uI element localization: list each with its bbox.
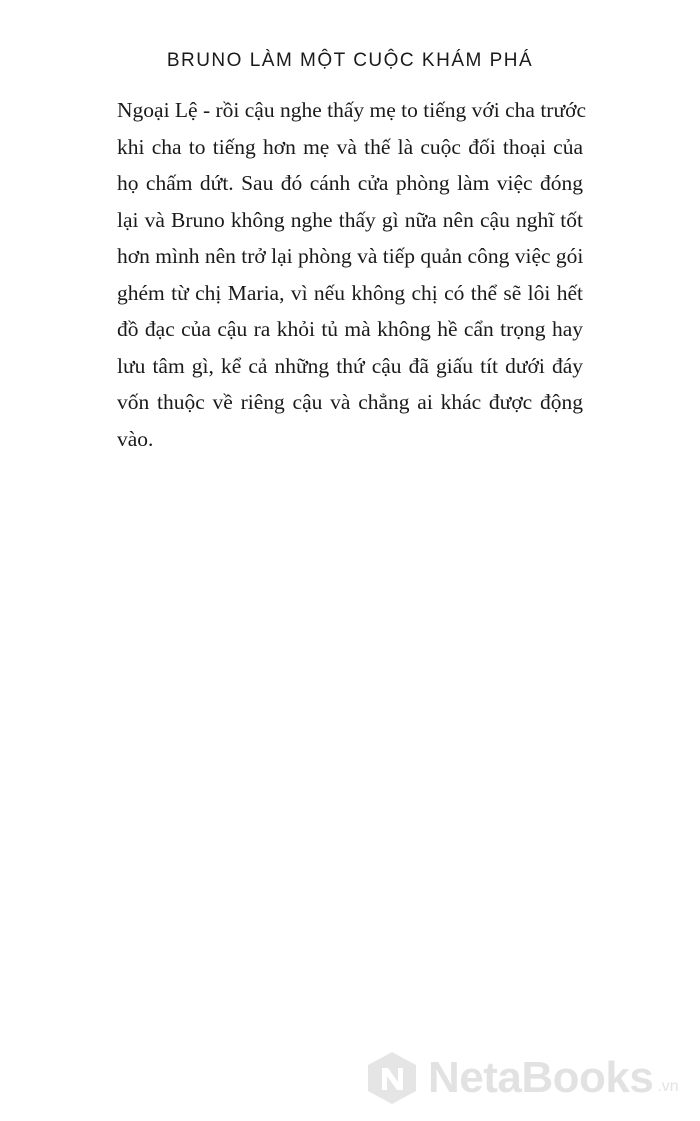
body-line: ghém từ chị Maria, vì nếu không chị có thể sẽ lôi hết <box>117 280 583 305</box>
body-line: lưu tâm gì, kể cả những thứ cậu đã giấu tít dưới đáy <box>117 353 583 378</box>
body-line: hơn mình nên trở lại phòng và tiếp quản công việc gói <box>117 244 584 268</box>
body-line: vào. <box>117 426 154 451</box>
watermark-brand: NetaBooks <box>428 1053 654 1102</box>
body-line: họ chấm dứt. Sau đó cánh cửa phòng làm việc đóng <box>117 171 583 195</box>
netabooks-logo-icon <box>364 1050 420 1106</box>
body-line: lại và Bruno không nghe thấy gì nữa nên cậu nghĩ tốt <box>117 207 583 232</box>
watermark <box>364 1048 684 1108</box>
body-line: vốn thuộc về riêng cậu và chẳng ai khác được động <box>117 390 583 414</box>
watermark-suffix: .vn <box>657 1078 679 1095</box>
body-line: đồ đạc của cậu ra khỏi tủ mà không hề cẩn trọng hay <box>117 317 583 341</box>
running-header: BRUNO LÀM MỘT CUỘC KHÁM PHÁ <box>166 50 534 71</box>
body-line: Ngoại Lệ - rồi cậu nghe thấy mẹ to tiếng với cha trước <box>117 98 587 122</box>
body-line: khi cha to tiếng hơn mẹ và thế là cuộc đối thoại của <box>117 134 583 159</box>
page-body-text <box>117 92 587 457</box>
